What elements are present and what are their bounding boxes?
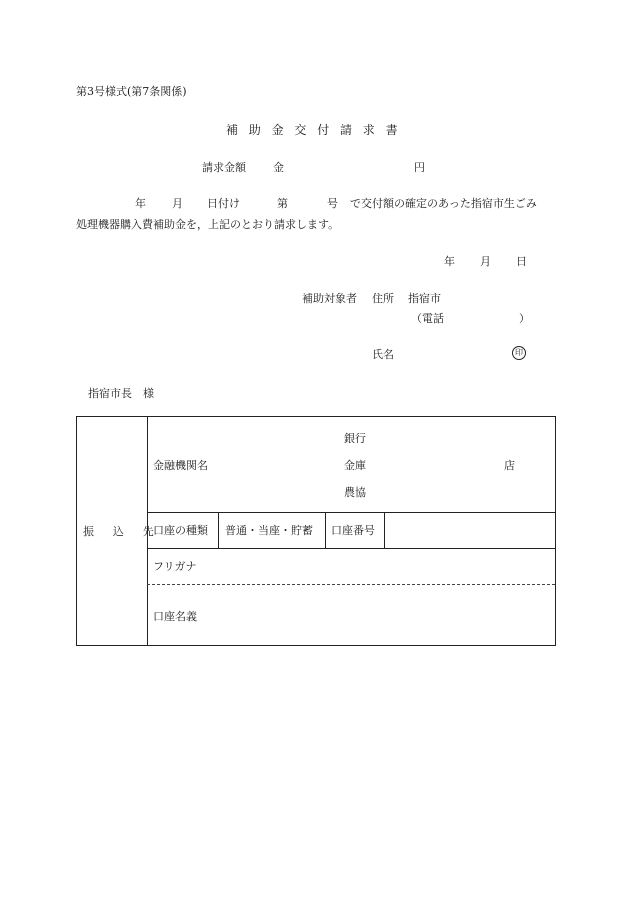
furigana-label: フリガナ	[153, 560, 197, 573]
amount-unit: 円	[414, 161, 425, 174]
applicant-label: 補助対象者	[302, 292, 357, 305]
page-title: 補助金交付請求書	[226, 123, 409, 137]
table-divider-number-col	[384, 512, 385, 548]
request-day: 日	[516, 255, 527, 268]
account-type-options: 普通・当座・貯蓄	[225, 524, 313, 537]
form-number: 第3号様式(第7条関係)	[76, 85, 187, 98]
institution-branch: 店	[504, 459, 515, 472]
phone-close: ）	[519, 312, 530, 325]
body-month: 月	[172, 197, 183, 210]
body-number-prefix: 第	[277, 197, 288, 210]
body-line2-text: 処理機器購入費補助金を，上記のとおり請求します。	[76, 218, 340, 231]
addressee: 指宿市長 様	[88, 387, 154, 400]
body-date-suffix: 日付け	[207, 197, 240, 210]
account-number-label: 口座番号	[331, 524, 375, 537]
transfer-table	[76, 416, 556, 646]
request-month: 月	[480, 255, 491, 268]
table-divider-row1	[147, 512, 555, 513]
institution-label: 金融機関名	[153, 459, 208, 472]
name-label: 氏名	[372, 348, 394, 361]
amount-prefix: 金	[273, 161, 284, 174]
phone-open: （電話	[411, 312, 444, 325]
account-type-label: 口座の種類	[153, 524, 208, 537]
account-holder-label: 口座名義	[153, 610, 197, 623]
address-label: 住所	[372, 292, 394, 305]
institution-shinkin: 金庫	[344, 459, 366, 472]
body-year: 年	[135, 197, 146, 210]
amount-label: 請求金額	[202, 161, 246, 174]
table-divider-options-col	[325, 512, 326, 548]
institution-bank: 銀行	[344, 432, 366, 445]
table-divider-type-col	[218, 512, 219, 548]
seal-mark: 印	[512, 346, 526, 360]
address-value: 指宿市	[408, 292, 441, 305]
request-year: 年	[444, 255, 455, 268]
body-number-suffix: 号	[327, 197, 338, 210]
table-divider-dashed	[147, 584, 555, 585]
table-divider-row2	[147, 548, 555, 549]
transfer-section-label: 振 込 先	[83, 525, 162, 538]
institution-nokyo: 農協	[344, 486, 366, 499]
body-line1-text: で交付額の確定のあった指宿市生ごみ	[350, 197, 537, 210]
